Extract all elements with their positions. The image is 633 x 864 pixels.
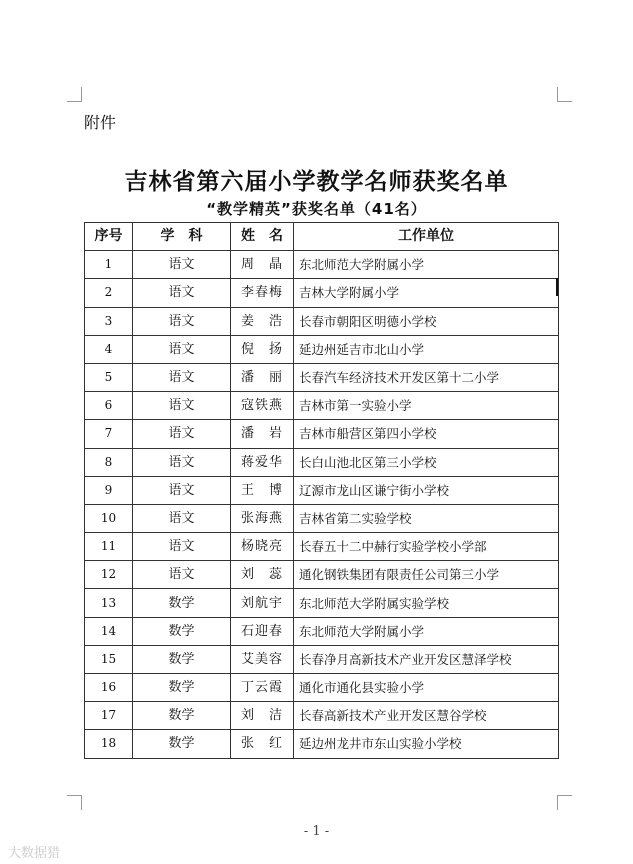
award-table [84, 222, 559, 759]
row-name: 周 晶 [231, 251, 294, 279]
text-cursor [556, 278, 558, 296]
row-unit: 长白山池北区第三小学校 [294, 448, 559, 476]
row-name: 李春梅 [231, 279, 294, 307]
row-index: 8 [85, 448, 133, 476]
row-name: 蒋爱华 [231, 448, 294, 476]
row-name: 刘 洁 [231, 702, 294, 730]
row-unit: 长春高新技术产业开发区慧谷学校 [294, 702, 559, 730]
header-name: 姓 名 [231, 223, 294, 251]
page-subtitle: “教学精英”获奖名单（41名） [206, 200, 427, 218]
row-name: 张海燕 [231, 504, 294, 532]
row-unit: 延边州延吉市北山小学 [294, 335, 559, 363]
row-unit: 吉林大学附属小学 [294, 279, 559, 307]
row-subject: 数学 [133, 645, 231, 673]
row-unit: 长春汽车经济技术开发区第十二小学 [294, 363, 559, 391]
row-unit: 辽源市龙山区谦宁街小学校 [294, 476, 559, 504]
table-row [85, 392, 559, 420]
row-unit: 吉林市第一实验小学 [294, 392, 559, 420]
row-subject: 语文 [133, 363, 231, 391]
table-row [85, 279, 559, 307]
row-index: 5 [85, 363, 133, 391]
row-index: 17 [85, 702, 133, 730]
row-name: 艾美容 [231, 645, 294, 673]
row-subject: 数学 [133, 674, 231, 702]
row-unit: 吉林省第二实验学校 [294, 504, 559, 532]
row-name: 倪 扬 [231, 335, 294, 363]
row-index: 12 [85, 561, 133, 589]
row-name: 王 博 [231, 476, 294, 504]
row-name: 杨晓亮 [231, 533, 294, 561]
row-unit: 长春五十二中赫行实验学校小学部 [294, 533, 559, 561]
row-index: 14 [85, 617, 133, 645]
table-row [85, 420, 559, 448]
attachment-label: 附件 [84, 113, 117, 132]
row-subject: 语文 [133, 504, 231, 532]
row-index: 7 [85, 420, 133, 448]
row-unit: 延边州龙井市东山实验小学校 [294, 730, 559, 758]
row-subject: 语文 [133, 392, 231, 420]
table-row [85, 476, 559, 504]
row-name: 刘 蕊 [231, 561, 294, 589]
table-header-row [85, 223, 559, 251]
row-index: 4 [85, 335, 133, 363]
table-row [85, 561, 559, 589]
crop-mark-top-left [67, 87, 82, 102]
crop-mark-top-right [557, 87, 572, 102]
row-index: 9 [85, 476, 133, 504]
row-unit: 通化钢铁集团有限责任公司第三小学 [294, 561, 559, 589]
row-name: 张 红 [231, 730, 294, 758]
header-subject: 学 科 [133, 223, 231, 251]
row-name: 寇铁燕 [231, 392, 294, 420]
table-row [85, 363, 559, 391]
row-index: 16 [85, 674, 133, 702]
row-subject: 数学 [133, 702, 231, 730]
row-subject: 语文 [133, 251, 231, 279]
header-index: 序号 [85, 223, 133, 251]
row-unit: 通化市通化县实验小学 [294, 674, 559, 702]
table-row [85, 702, 559, 730]
row-subject: 数学 [133, 589, 231, 617]
row-name: 潘 岩 [231, 420, 294, 448]
row-unit: 长春市朝阳区明德小学校 [294, 307, 559, 335]
table-row [85, 645, 559, 673]
row-index: 13 [85, 589, 133, 617]
table-row [85, 617, 559, 645]
watermark: 大数据猎 [8, 846, 61, 861]
row-unit: 东北师范大学附属小学 [294, 617, 559, 645]
crop-mark-bottom-left [67, 795, 82, 810]
row-index: 10 [85, 504, 133, 532]
table-row [85, 674, 559, 702]
row-name: 丁云霞 [231, 674, 294, 702]
table-row [85, 589, 559, 617]
row-name: 刘航宇 [231, 589, 294, 617]
crop-mark-bottom-right [557, 795, 572, 810]
row-subject: 语文 [133, 561, 231, 589]
row-index: 18 [85, 730, 133, 758]
row-subject: 语文 [133, 335, 231, 363]
row-index: 6 [85, 392, 133, 420]
row-unit: 东北师范大学附属小学 [294, 251, 559, 279]
row-subject: 语文 [133, 533, 231, 561]
row-name: 石迎春 [231, 617, 294, 645]
row-subject: 语文 [133, 420, 231, 448]
row-name: 姜 浩 [231, 307, 294, 335]
table-row [85, 335, 559, 363]
row-index: 2 [85, 279, 133, 307]
row-subject: 数学 [133, 730, 231, 758]
row-subject: 数学 [133, 617, 231, 645]
row-unit: 东北师范大学附属实验学校 [294, 589, 559, 617]
row-index: 11 [85, 533, 133, 561]
row-subject: 语文 [133, 279, 231, 307]
table-row [85, 448, 559, 476]
table-row [85, 251, 559, 279]
table-row [85, 730, 559, 758]
row-index: 15 [85, 645, 133, 673]
table-row [85, 504, 559, 532]
row-index: 3 [85, 307, 133, 335]
header-unit: 工作单位 [294, 223, 559, 251]
row-unit: 长春净月高新技术产业开发区慧泽学校 [294, 645, 559, 673]
row-subject: 语文 [133, 448, 231, 476]
table-row [85, 533, 559, 561]
row-name: 潘 丽 [231, 363, 294, 391]
table-row [85, 307, 559, 335]
award-table-body [85, 251, 559, 758]
row-unit: 吉林市船营区第四小学校 [294, 420, 559, 448]
page-title: 吉林省第六届小学教学名师获奖名单 [124, 168, 509, 195]
row-subject: 语文 [133, 307, 231, 335]
row-index: 1 [85, 251, 133, 279]
row-subject: 语文 [133, 476, 231, 504]
page-number: - 1 - [303, 824, 330, 839]
